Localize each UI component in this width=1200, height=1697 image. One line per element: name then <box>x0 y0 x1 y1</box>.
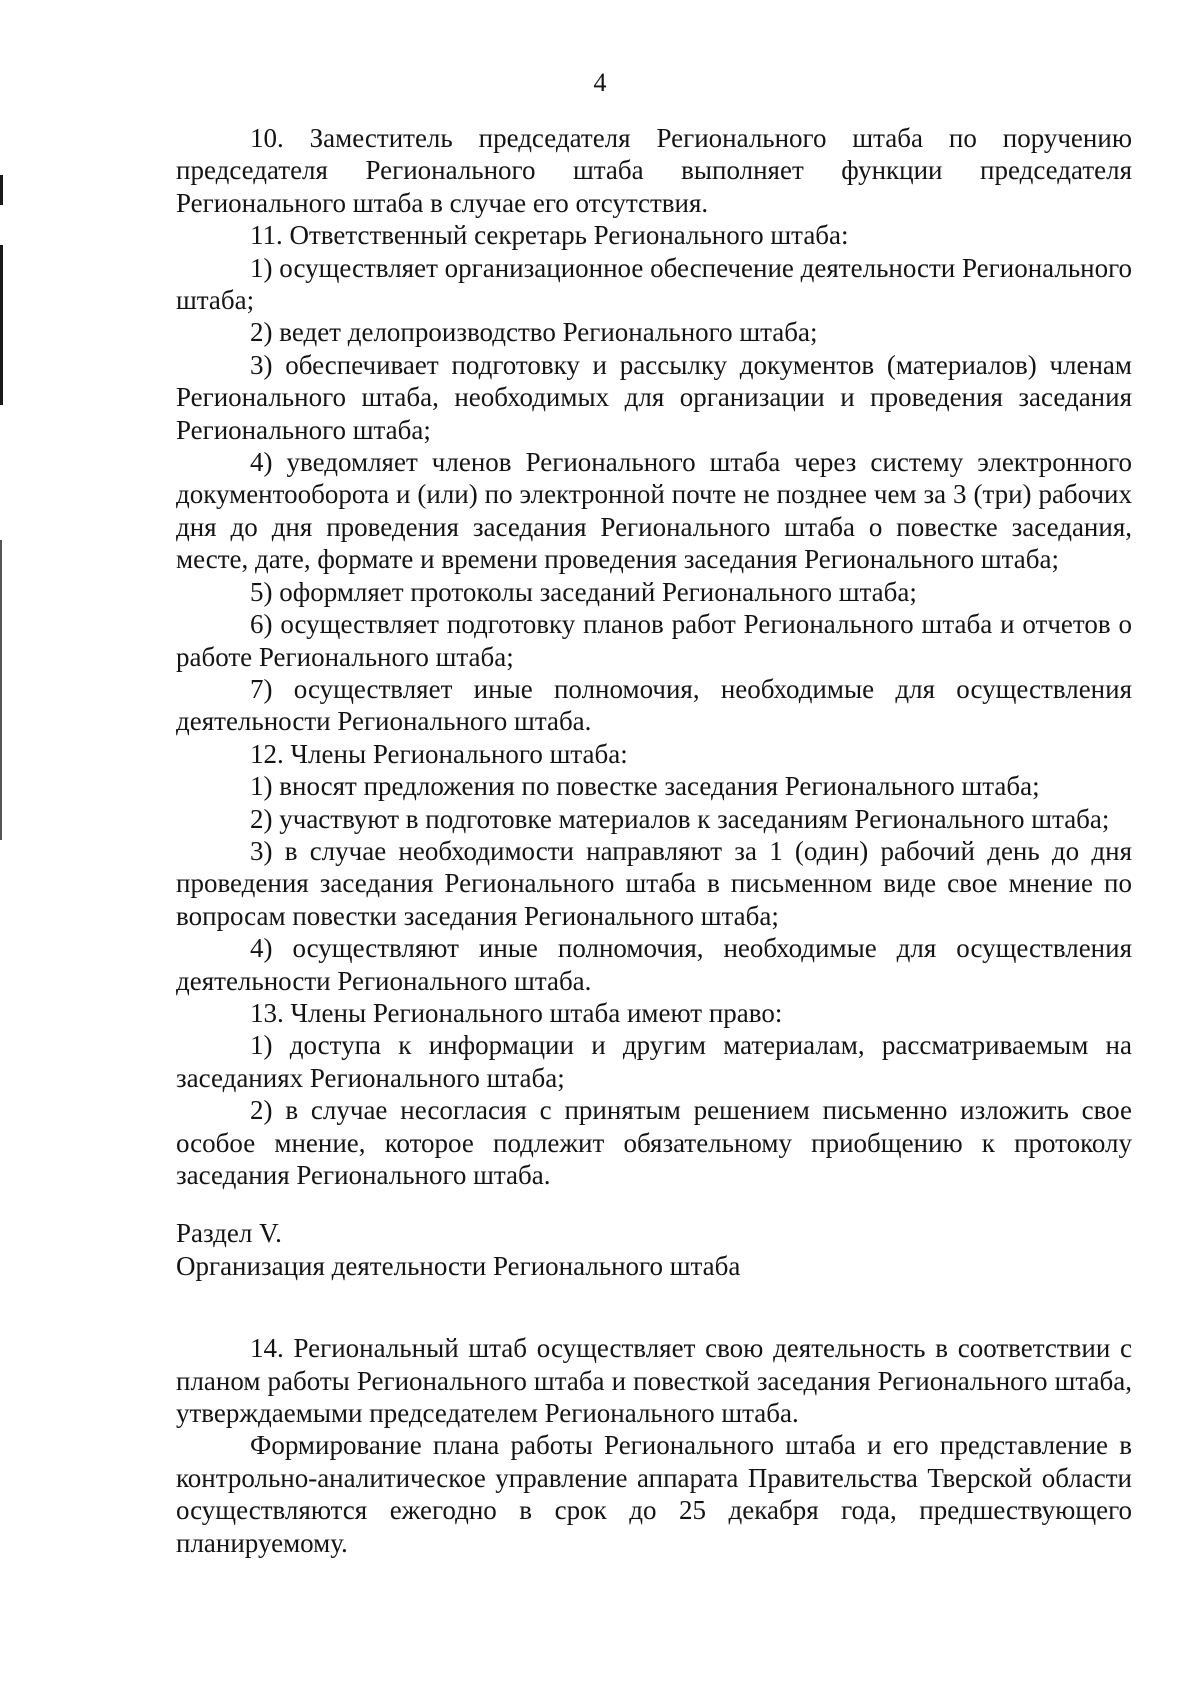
section-title: Организация деятельности Регионального штаба <box>176 1250 741 1281</box>
paragraph-13-item-2: 2) в случае несогласия с принятым решением письменно изложить свое особое мнение, которое подлежит обязательному приобщению к протоколу заседания Регионального штаба. <box>176 1095 1132 1190</box>
paragraph-11-item-2: 2) ведет делопроизводство Регионального штаба; <box>250 317 818 348</box>
paragraph-11: 11. Ответственный секретарь Регионального штаба: <box>250 220 849 251</box>
paragraph-12-item-2: 2) участвуют в подготовке материалов к заседаниям Регионального штаба; <box>250 803 1110 834</box>
paragraph-12-item-3: 3) в случае необходимости направляют за 1 (один) рабочий день до дня проведения заседания Регионального штаба в письменном виде свое мнение по вопросам повестки заседания Регионального штаба; <box>176 835 1132 931</box>
paragraph-12-item-4: 4) осуществляют иные полномочия, необходимые для осуществления деятельности Регионального штаба. <box>176 933 1132 996</box>
paragraph-11-item-7: 7) осуществляет иные полномочия, необходимые для осуществления деятельности Регионального штаба. <box>176 673 1132 737</box>
document-body <box>176 122 1132 1559</box>
scan-edge-mark <box>0 245 3 405</box>
paragraph-12-item-1: 1) вносят предложения по повестке заседания Регионального штаба; <box>250 771 1040 802</box>
page-number: 4 <box>593 68 607 97</box>
paragraph-13: 13. Члены Регионального штаба имеют право: <box>250 997 783 1028</box>
paragraph-11-item-4: 4) уведомляет членов Регионального штаба через систему электронного документооборота и (или) по электронной почте не позднее чем за 3 (три) рабочих дня до дня проведения заседания Регионального штаба о повестке заседания, месте, дате, формате и времени проведения заседания Регионального штаба; <box>176 447 1132 575</box>
paragraph-11-item-5: 5) оформляет протоколы заседаний Регионального штаба; <box>250 576 917 607</box>
scan-edge-mark <box>0 175 3 205</box>
paragraph-12: 12. Члены Регионального штаба: <box>250 738 628 769</box>
paragraph-14-plan: Формирование плана работы Регионального штаба и его представление в контрольно-аналитическое управление аппарата Правительства Тверской области осуществляются ежегодно в срок до 25 декабря года, предшествующего планируемому. <box>176 1430 1132 1558</box>
section-spacer <box>176 1282 1132 1332</box>
section-number: Раздел V. <box>176 1218 282 1249</box>
paragraph-11-item-1: 1) осуществляет организационное обеспечение деятельности Регионального штаба; <box>176 252 1132 316</box>
paragraph-11-item-3: 3) обеспечивает подготовку и рассылку документов (материалов) членам Регионального штаба, необходимых для организации и проведения заседания Регионального штаба; <box>176 349 1132 445</box>
paragraph-10: 10. Заместитель председателя Регионального штаба по поручению председателя Регионального штаба выполняет функции председателя Регионального штаба в случае его отсутствия. <box>176 123 1132 218</box>
paragraph-11-item-6: 6) осуществляет подготовку планов работ Регионального штаба и отчетов о работе Регионального штаба; <box>176 609 1132 672</box>
paragraph-13-item-1: 1) доступа к информации и другим материалам, рассматриваемым на заседаниях Регионального штаба; <box>176 1030 1132 1093</box>
paragraph-14: 14. Региональный штаб осуществляет свою деятельность в соответствии с планом работы Регионального штаба и повесткой заседания Регионального штаба, утверждаемыми председателем Регионального штаба. <box>176 1333 1132 1429</box>
scan-edge-mark <box>0 540 2 840</box>
